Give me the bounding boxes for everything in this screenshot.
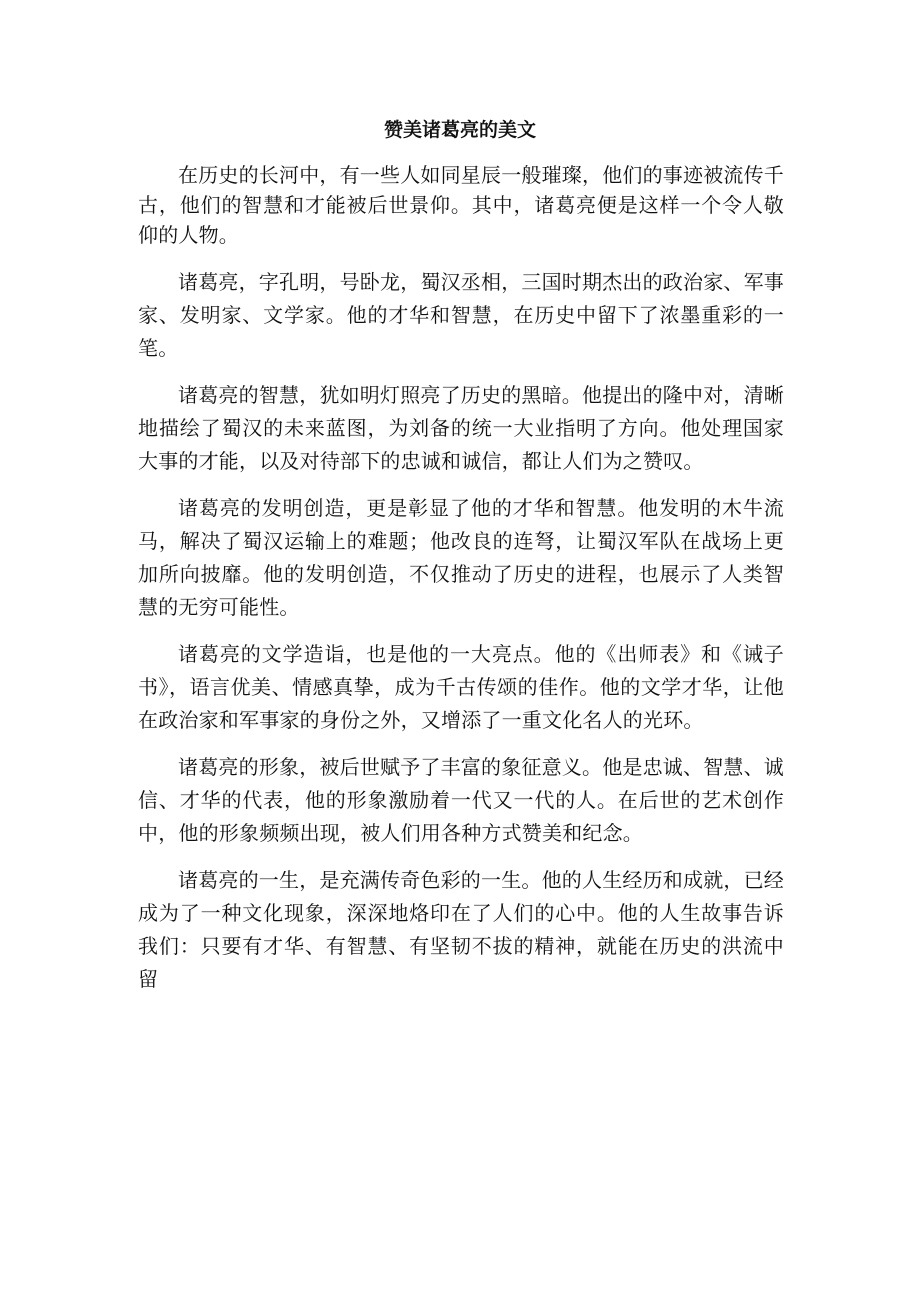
paragraph-6: 诸葛亮的形象，被后世赋予了丰富的象征意义。他是忠诚、智慧、诚信、才华的代表，他的形象激励着一代又一代的人。在后世的艺术创作中，他的形象频频出现，被人们用各种方式赞美和纪念。 [138,755,784,845]
paragraph-1: 在历史的长河中，有一些人如同星辰一般璀璨，他们的事迹被流传千古，他们的智慧和才能被后世景仰。其中，诸葛亮便是这样一个令人敬仰的人物。 [138,163,784,247]
paragraph-7: 诸葛亮的一生，是充满传奇色彩的一生。他的人生经历和成就，已经成为了一种文化现象，深深地烙印在了人们的心中。他的人生故事告诉我们：只要有才华、有智慧、有坚韧不拔的精神，就能在历史的洪流中留 [138,868,784,991]
paragraph-2: 诸葛亮，字孔明，号卧龙，蜀汉丞相，三国时期杰出的政治家、军事家、发明家、文学家。他的才华和智慧，在历史中留下了浓墨重彩的一笔。 [138,270,784,360]
paragraph-4: 诸葛亮的发明创造，更是彰显了他的才华和智慧。他发明的木牛流马，解决了蜀汉运输上的难题；他改良的连弩，让蜀汉军队在战场上更加所向披靡。他的发明创造，不仅推动了历史的进程，也展示了人类智慧的无穷可能性。 [138,496,784,619]
document-body [138,160,784,996]
paragraph-3: 诸葛亮的智慧，犹如明灯照亮了历史的黑暗。他提出的隆中对，清晰地描绘了蜀汉的未来蓝图，为刘备的统一大业指明了方向。他处理国家大事的才能，以及对待部下的忠诚和诚信，都让人们为之赞叹。 [138,383,784,473]
document-title: 赞美诸葛亮的美文 [383,119,536,141]
paragraph-5: 诸葛亮的文学造诣，也是他的一大亮点。他的《出师表》和《诫子书》，语言优美、情感真挚，成为千古传颂的佳作。他的文学才华，让他在政治家和军事家的身份之外，又增添了一重文化名人的光环。 [138,642,784,732]
